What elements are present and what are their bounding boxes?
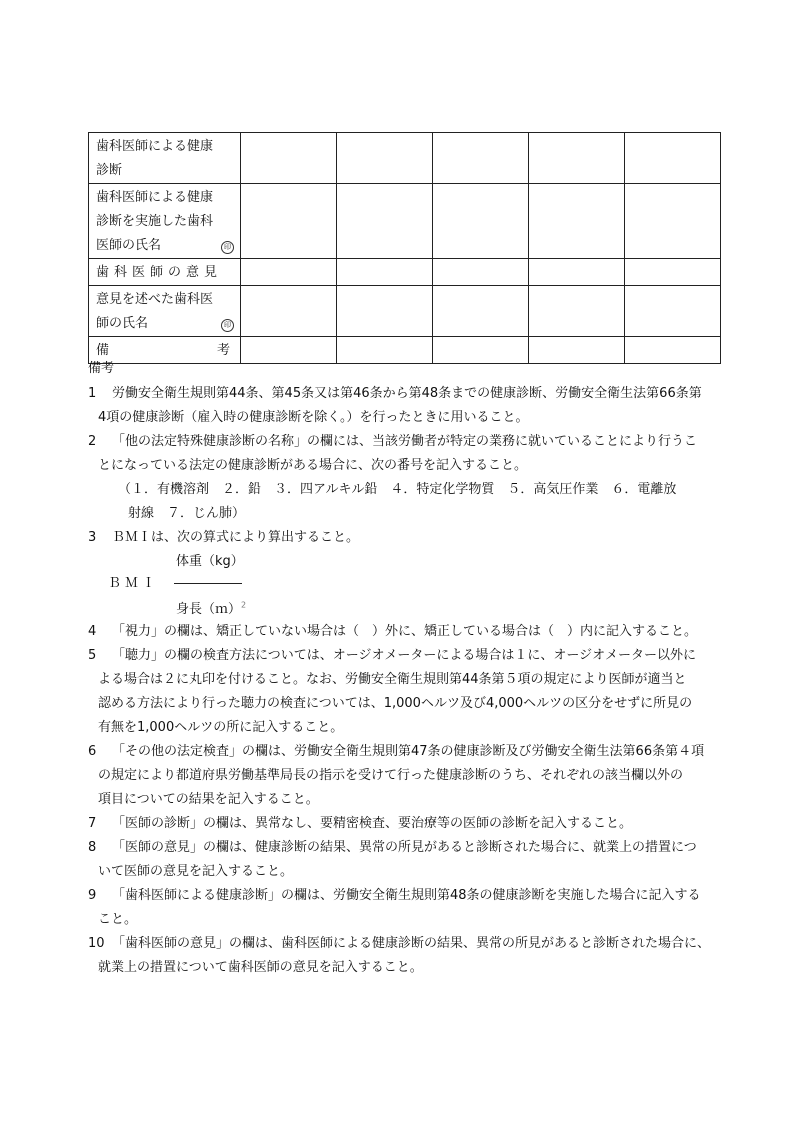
note-item: 2 「他の法定特殊健康診断の名称」の欄には、当該労働者が特定の業務に就いていることにより行うこ とになっている法定の健康診断がある場合に、次の番号を記入すること。 （１．有機溶剤 ２．鉛 ３．四アルキル鉛 ４．特定化学物質 ５．高気圧作業 ６．電離放 射線 ７．じん肺） (88, 434, 698, 521)
bmi-label: ＢＭＩ (108, 576, 160, 591)
note-item: 1 労働安全衛生規則第44条、第45条又は第46条から第48条までの健康診断、労働安全衛生法第66条第 4項の健康診断（雇入時の健康診断を除く。）を行ったときに用いること。 (88, 386, 702, 425)
input-cell[interactable] (625, 184, 721, 259)
note-item: 4 「視力」の欄は、矯正していない場合は（ ）外に、矯正している場合は（ ）内に記入すること。 (88, 624, 698, 639)
input-cell[interactable] (529, 286, 625, 337)
note-item: 9 「歯科医師による健康診断」の欄は、労働安全衛生規則第48条の健康診断を実施した場合に記入する こと。 (88, 888, 701, 927)
input-cell[interactable] (241, 286, 337, 337)
row-label-opinion-dentist-name: 意見を述べた歯科医 師の氏名 印 (89, 286, 241, 337)
table-row (89, 259, 721, 286)
table-row (89, 184, 721, 259)
note-item: 5 「聴力」の欄の検査方法については、オージオメーターによる場合は１に、オージオメーター以外に よる場合は２に丸印を付けること。なお、労働安全衛生規則第44条第５項の規定により医師が適当と 認める方法により行った聴力の検査については、1,000ヘルツ及び4,000ヘルツの区分をせずに所見の 有無を1,000ヘルツの所に記入すること。 (88, 648, 696, 735)
input-cell[interactable] (625, 286, 721, 337)
table-row (89, 286, 721, 337)
input-cell[interactable] (337, 286, 433, 337)
note-item: 6 「その他の法定検査」の欄は、労働安全衛生規則第47条の健康診断及び労働安全衛生法第66条第４項 の規定により都道府県労働基準局長の指示を受けて行った健康診断のうち、それぞれの該当欄以外の 項目についての結果を記入すること。 (88, 744, 705, 807)
seal-icon: 印 (221, 241, 234, 254)
input-cell[interactable] (241, 184, 337, 259)
row-label-dentist-name: 歯科医師による健康 診断を実施した歯科 医師の氏名 印 (89, 184, 241, 259)
input-cell[interactable] (625, 259, 721, 286)
row-label-remarks: 備 考 (89, 337, 241, 364)
input-cell[interactable] (433, 133, 529, 184)
input-cell[interactable] (433, 184, 529, 259)
note-item: 7 「医師の診断」の欄は、異常なし、要精密検査、要治療等の医師の診断を記入すること。 (88, 816, 633, 831)
bmi-formula (88, 550, 718, 620)
input-cell[interactable] (529, 184, 625, 259)
table-row (89, 133, 721, 184)
note-item: 8 「医師の意見」の欄は、健康診断の結果、異常の所見があると診断された場合に、就業上の措置につ いて医師の意見を記入すること。 (88, 840, 697, 879)
input-cell[interactable] (529, 133, 625, 184)
note-item: 10 「歯科医師の意見」の欄は、歯科医師による健康診断の結果、異常の所見があると診断された場合に、 就業上の措置について歯科医師の意見を記入すること。 (88, 936, 711, 975)
input-cell[interactable] (433, 286, 529, 337)
input-cell[interactable] (433, 259, 529, 286)
notes-section (88, 358, 718, 980)
notes-heading: 備考 (88, 361, 115, 376)
note-item: 3 ＢＭＩは、次の算式により算出すること。 (88, 530, 360, 545)
input-cell[interactable] (625, 133, 721, 184)
input-cell[interactable] (241, 259, 337, 286)
dental-exam-table (88, 132, 721, 364)
input-cell[interactable] (337, 184, 433, 259)
bmi-denominator: 身長（ｍ）$^2$ (176, 600, 247, 617)
input-cell[interactable] (337, 259, 433, 286)
row-label-dental-exam: 歯科医師による健康 診断 (89, 133, 241, 184)
seal-icon: 印 (221, 319, 234, 332)
fraction-line (174, 583, 242, 584)
bmi-numerator: 体重（kg） (176, 554, 244, 569)
input-cell[interactable] (529, 259, 625, 286)
input-cell[interactable] (241, 133, 337, 184)
row-label-dentist-opinion: 歯科医師の意見 (89, 259, 241, 286)
input-cell[interactable] (337, 133, 433, 184)
